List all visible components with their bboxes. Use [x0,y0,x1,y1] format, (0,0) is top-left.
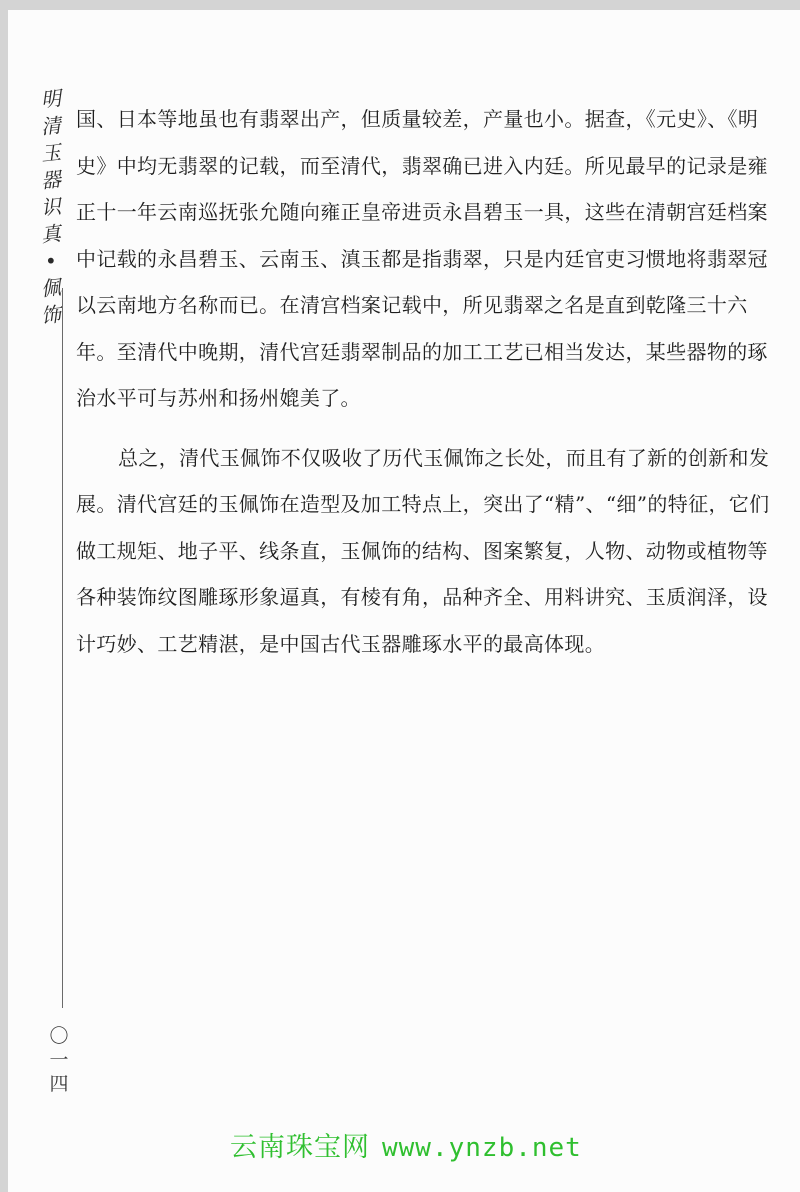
running-title-char: 清 [39,113,63,139]
watermark-url: www.ynzb.net [382,1133,582,1163]
page-number-char: 〇 [49,1025,69,1047]
running-title-char: 识 [39,194,63,220]
watermark [230,1125,582,1164]
page-number-char: 一 [49,1049,69,1071]
running-title-char: 真 [39,221,63,247]
running-title-char: 明 [39,86,63,112]
running-title [38,86,64,329]
paragraph: 国、日本等地虽也有翡翠出产，但质量较差，产量也小。据查，《元史》、《明史》中均无翡翠的记载，而至清代，翡翠确已进入内廷。所见最早的记录是雍正十一年云南巡抚张允随向雍正皇帝进贡永昌碧玉一具，这些在清朝宫廷档案中记载的永昌碧玉、云南玉、滇玉都是指翡翠，只是内廷官吏习惯地将翡翠冠以云南地方名称而已。在清宫档案记载中，所见翡翠之名是直到乾隆三十六年。至清代中晚期，清代宫廷翡翠制品的加工工艺已相当发达，某些器物的琢治水平可与苏州和扬州媲美了。 [76,107,768,410]
page-number [44,1024,74,1096]
running-title-char: • [43,248,59,274]
running-title-char: 饰 [39,302,63,328]
page-number-char: 四 [49,1073,69,1095]
margin-rule [62,288,63,1008]
paragraph: 总之，清代玉佩饰不仅吸收了历代玉佩饰之长处，而且有了新的创新和发展。清代宫廷的玉佩饰在造型及加工特点上，突出了“精”、“细”的特征，它们做工规矩、地子平、线条直，玉佩饰的结构、图案繁复，人物、动物或植物等各种装饰纹图雕琢形象逼真，有棱有角，品种齐全、用料讲究、玉质润泽，设计巧妙、工艺精湛，是中国古代玉器雕琢水平的最高体现。 [76,445,770,656]
watermark-site-name: 云南珠宝网 [230,1132,370,1163]
running-title-char: 佩 [39,275,63,301]
running-title-char: 器 [39,167,63,193]
book-page [8,10,800,1192]
body-text [76,96,780,667]
running-title-char: 玉 [39,140,63,166]
